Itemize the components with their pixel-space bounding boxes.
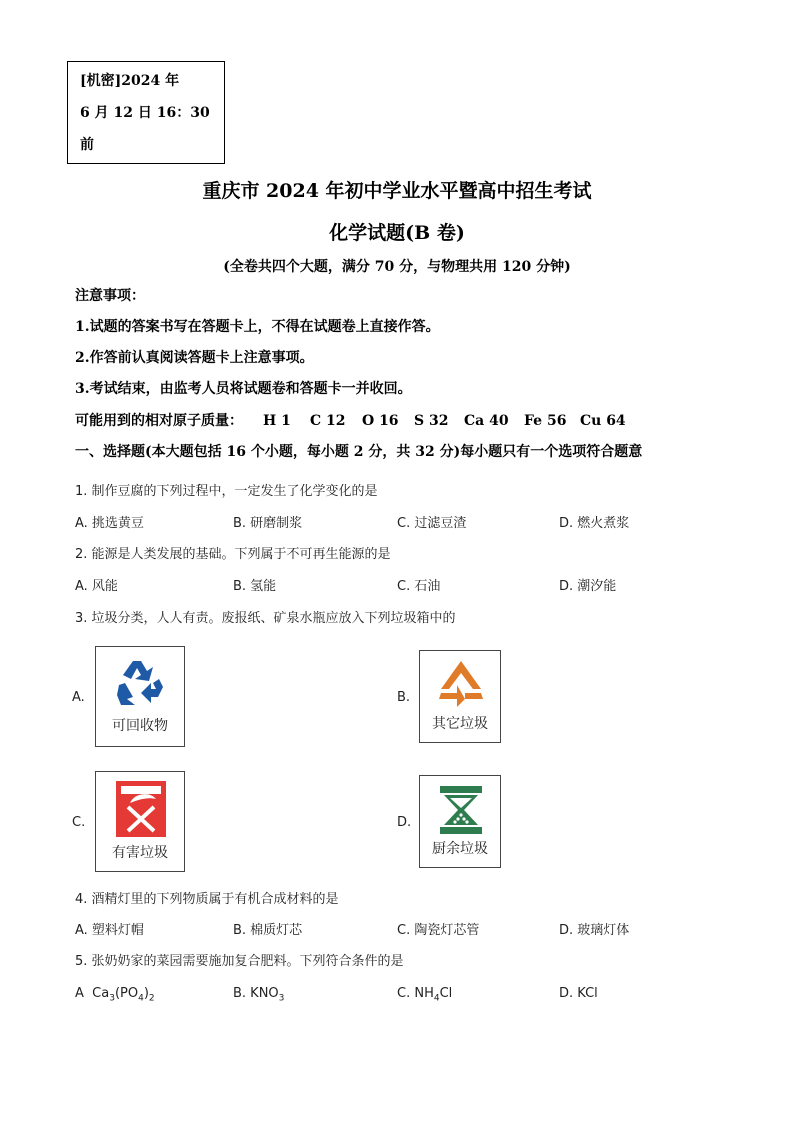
option-b: B. $KNO_3$ bbox=[233, 986, 285, 1004]
option-a: A. 挑选黄豆 bbox=[75, 516, 144, 531]
option-b: B. bbox=[397, 690, 411, 705]
exam-title: 重庆市 2024 年初中学业水平暨高中招生考试 bbox=[202, 180, 592, 202]
atomic-mass-value: S 32 bbox=[414, 413, 449, 429]
hourglass-icon bbox=[438, 784, 484, 836]
question-stem: 4. 酒精灯里的下列物质属于有机合成材料的是 bbox=[75, 892, 339, 907]
confidential-line-1: [机密]2024 年 bbox=[80, 73, 180, 89]
confidential-line-3: 前 bbox=[80, 137, 94, 153]
hazard-icon bbox=[116, 781, 166, 837]
notice-item: 3.考试结束，由监考人员将试题卷和答题卡一并收回。 bbox=[75, 381, 412, 397]
option-c: C. 石油 bbox=[397, 579, 441, 594]
atomic-mass-value: Cu 64 bbox=[580, 413, 626, 429]
notice-item: 2.作答前认真阅读答题卡上注意事项。 bbox=[75, 350, 314, 366]
atomic-mass-value: Ca 40 bbox=[464, 413, 509, 429]
hazardous-waste-bin bbox=[95, 771, 185, 872]
bin-label: 有害垃圾 bbox=[112, 845, 168, 861]
option-c: C. 过滤豆渣 bbox=[397, 516, 467, 531]
option-a: A. 塑料灯帽 bbox=[75, 923, 144, 938]
atomic-mass-value: O 16 bbox=[362, 413, 399, 429]
question-stem: 3. 垃圾分类，人人有责。废报纸、矿泉水瓶应放入下列垃圾箱中的 bbox=[75, 611, 456, 626]
question-stem: 1. 制作豆腐的下列过程中，一定发生了化学变化的是 bbox=[75, 484, 378, 499]
atomic-mass-value: Fe 56 bbox=[524, 413, 567, 429]
option-c: C. 陶瓷灯芯管 bbox=[397, 923, 480, 938]
option-c: C. $NH_4Cl$ bbox=[397, 986, 453, 1004]
atomic-mass-value: C 12 bbox=[310, 413, 346, 429]
atomic-mass-label: 可能用到的相对原子质量： bbox=[75, 413, 243, 429]
option-a: A. 风能 bbox=[75, 579, 118, 594]
option-d: D. 燃火煮浆 bbox=[559, 516, 630, 531]
section-heading: 一、选择题(本大题包括 16 个小题，每小题 2 分，共 32 分)每小题只有一个选项符合题意 bbox=[75, 444, 643, 460]
option-c: C. bbox=[72, 815, 86, 830]
bin-label: 厨余垃圾 bbox=[432, 841, 488, 857]
option-d: D. 潮汐能 bbox=[559, 579, 617, 594]
atomic-mass-value: H 1 bbox=[263, 413, 291, 429]
bin-label: 其它垃圾 bbox=[432, 716, 488, 732]
recycle-icon bbox=[113, 655, 169, 709]
kitchen-waste-bin bbox=[419, 775, 501, 868]
option-a: A. bbox=[72, 690, 85, 705]
option-d: D. 玻璃灯体 bbox=[559, 923, 630, 938]
option-b: B. 研磨制浆 bbox=[233, 516, 303, 531]
notice-item: 1.试题的答案书写在答题卡上，不得在试题卷上直接作答。 bbox=[75, 319, 440, 335]
recyclable-bin bbox=[95, 646, 185, 747]
exam-note: (全卷共四个大题，满分 70 分，与物理共用 120 分钟) bbox=[223, 259, 571, 275]
option-b: B. 氢能 bbox=[233, 579, 277, 594]
option-a: A $Ca_3(PO_4)_2$ bbox=[75, 986, 155, 1004]
exam-subtitle: 化学试题(B 卷) bbox=[329, 222, 465, 244]
other-waste-icon bbox=[435, 659, 487, 707]
option-d: D. KCl bbox=[559, 986, 598, 1001]
option-d: D. bbox=[397, 815, 412, 830]
question-stem: 5. 张奶奶家的菜园需要施加复合肥料。下列符合条件的是 bbox=[75, 954, 404, 969]
option-b: B. 棉质灯芯 bbox=[233, 923, 303, 938]
confidential-line-2: 6 月 12 日 16：30 bbox=[80, 105, 210, 121]
other-waste-bin bbox=[419, 650, 501, 743]
bin-label: 可回收物 bbox=[112, 718, 168, 734]
notice-heading: 注意事项： bbox=[75, 288, 145, 304]
question-stem: 2. 能源是人类发展的基础。下列属于不可再生能源的是 bbox=[75, 547, 391, 562]
